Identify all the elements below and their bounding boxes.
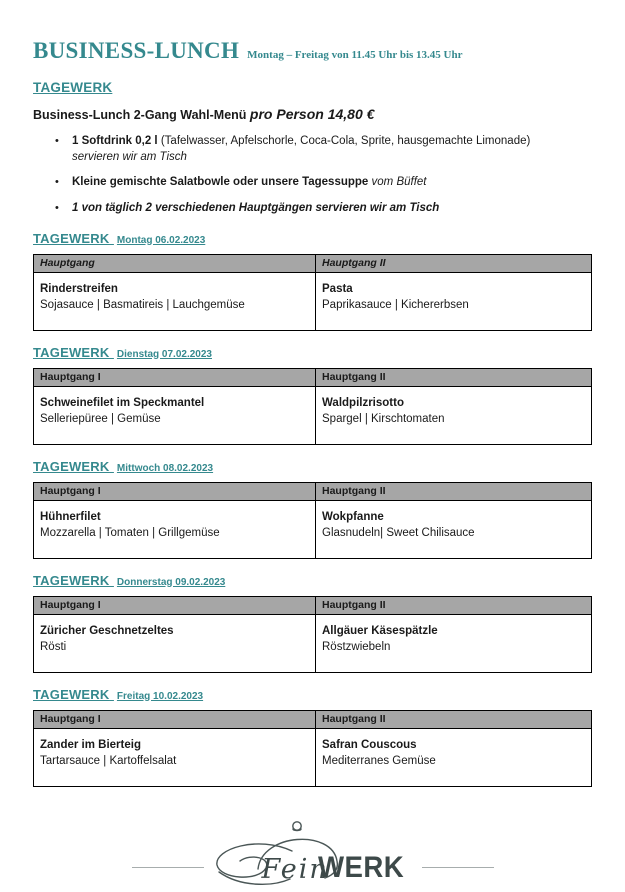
column-header: Hauptgang II	[315, 369, 591, 386]
table-header-row	[34, 369, 591, 387]
column-header: Hauptgang II	[315, 255, 591, 272]
dish-title: Rinderstreifen	[40, 282, 118, 295]
section-label: TAGEWERK	[33, 686, 110, 702]
bullet1-bold-text: 1 Softdrink 0,2 l	[72, 135, 158, 147]
column-header: Hauptgang II	[315, 711, 591, 728]
list-item	[33, 175, 592, 191]
dish-description: Sojasauce | Basmatireis | Lauchgemüse	[40, 298, 245, 311]
table-row	[34, 615, 591, 672]
dish-title: Safran Couscous	[322, 738, 417, 751]
bullet1-note-text: servieren wir am Tisch	[72, 150, 187, 163]
dish-title: Pasta	[322, 282, 353, 295]
dish-cell	[315, 501, 591, 558]
page-title: BUSINESS-LUNCH	[33, 38, 240, 63]
logo-script-text: Fein	[261, 853, 329, 885]
menu-name: Business-Lunch 2-Gang Wahl-Menü	[33, 108, 247, 122]
table-header-row	[34, 597, 591, 615]
intro-heading-label: TAGEWERK	[33, 80, 113, 95]
menu-table	[33, 596, 592, 673]
dish-title: Waldpilzrisotto	[322, 396, 404, 409]
column-header: Hauptgang I	[40, 484, 101, 497]
bullet-icon: •	[55, 135, 59, 147]
dish-cell	[34, 501, 315, 558]
column-header: Hauptgang II	[315, 483, 591, 500]
dish-cell	[34, 729, 315, 786]
table-header-row	[34, 711, 591, 729]
table-row	[34, 501, 591, 558]
restaurant-logo	[206, 817, 420, 891]
logo-word-text: WERK	[317, 850, 404, 884]
section-heading	[33, 230, 592, 248]
table-row	[34, 387, 591, 444]
menu-price-line	[33, 106, 592, 122]
section-label: TAGEWERK	[33, 344, 110, 360]
dish-cell	[34, 615, 315, 672]
column-header: Hauptgang I	[40, 712, 101, 725]
dish-description: Tartarsauce | Kartoffelsalat	[40, 754, 177, 767]
dish-description: Röstzwiebeln	[322, 640, 391, 653]
day-section-donnerstag	[33, 572, 592, 673]
day-section-freitag	[33, 686, 592, 787]
section-heading	[33, 458, 592, 476]
menu-table	[33, 254, 592, 331]
day-section-dienstag	[33, 344, 592, 445]
section-date: Mittwoch 08.02.2023	[116, 462, 214, 474]
section-label: TAGEWERK	[33, 230, 110, 246]
dish-cell	[315, 273, 591, 330]
menu-table	[33, 368, 592, 445]
dish-title: Wokpfanne	[322, 510, 384, 523]
bullet1-regular-text: (Tafelwasser, Apfelschorle, Coca-Cola, Sprite, hausgemachte Limonade)	[160, 135, 531, 147]
column-header: Hauptgang II	[315, 597, 591, 614]
section-heading	[33, 572, 592, 590]
column-header: Hauptgang I	[40, 370, 101, 383]
section-heading	[33, 344, 592, 362]
dish-cell	[34, 387, 315, 444]
bullet3-text: 1 von täglich 2 verschiedenen Hauptgängen servieren wir am Tisch	[72, 201, 440, 214]
footer-rule-left	[132, 867, 204, 868]
menu-table	[33, 710, 592, 787]
dish-cell	[34, 273, 315, 330]
list-item	[33, 201, 592, 217]
table-row	[34, 729, 591, 786]
dish-description: Glasnudeln| Sweet Chilisauce	[322, 526, 475, 539]
dish-title: Allgäuer Käsespätzle	[322, 624, 438, 637]
bullet-icon: •	[55, 201, 59, 214]
section-heading	[33, 686, 592, 704]
column-header: Hauptgang	[40, 256, 95, 269]
bullet-icon: •	[55, 176, 59, 189]
section-date: Freitag 10.02.2023	[116, 690, 204, 702]
dish-description: Mozzarella | Tomaten | Grillgemüse	[40, 526, 220, 539]
menu-table	[33, 482, 592, 559]
day-section-montag	[33, 230, 592, 331]
dish-cell	[315, 387, 591, 444]
section-date: Montag 06.02.2023	[116, 234, 206, 246]
intro-heading	[33, 79, 592, 97]
table-header-row	[34, 483, 591, 501]
dish-title: Zander im Bierteig	[40, 738, 141, 751]
page-subtitle: Montag – Freitag von 11.45 Uhr bis 13.45 Uhr	[247, 49, 463, 61]
menu-price: pro Person 14,80 €	[249, 106, 375, 122]
footer-logo	[33, 817, 592, 891]
footer-rule-right	[422, 867, 494, 868]
dish-cell	[315, 615, 591, 672]
section-label: TAGEWERK	[33, 572, 110, 588]
dish-title: Schweinefilet im Speckmantel	[40, 396, 205, 409]
document-header	[33, 38, 592, 64]
dish-cell	[315, 729, 591, 786]
section-date: Donnerstag 09.02.2023	[116, 576, 226, 588]
bullet2-note-text: vom Büffet	[371, 176, 427, 189]
section-label: TAGEWERK	[33, 458, 110, 474]
dish-description: Mediterranes Gemüse	[322, 754, 436, 767]
list-item	[33, 134, 592, 165]
section-date: Dienstag 07.02.2023	[116, 348, 212, 360]
table-header-row	[34, 255, 591, 273]
bullet2-bold-text: Kleine gemischte Salatbowle oder unsere Tagessuppe	[72, 176, 369, 189]
table-row	[34, 273, 591, 330]
dish-description: Selleriepüree | Gemüse	[40, 412, 161, 425]
included-items-list	[33, 134, 592, 217]
column-header: Hauptgang I	[40, 598, 101, 611]
dish-description: Rösti	[40, 640, 67, 653]
dish-title: Züricher Geschnetzeltes	[40, 624, 174, 637]
dish-title: Hühnerfilet	[40, 510, 101, 523]
day-section-mittwoch	[33, 458, 592, 559]
dish-description: Paprikasauce | Kichererbsen	[322, 298, 469, 311]
dish-description: Spargel | Kirschtomaten	[322, 412, 445, 425]
